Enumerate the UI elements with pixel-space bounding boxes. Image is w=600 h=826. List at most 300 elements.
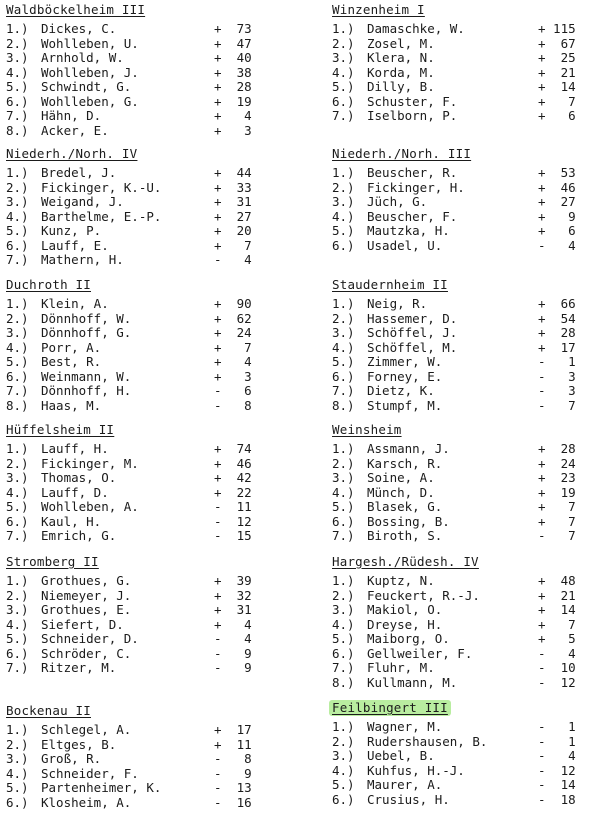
player-name: Maiborg, O. (367, 631, 450, 646)
player-score: + 4 (214, 354, 252, 369)
player-score: + 53 (538, 165, 576, 180)
player-row (6, 37, 276, 52)
player-name: Hähn, D. (41, 108, 102, 123)
player-row (6, 109, 276, 124)
team-title: Niederh./Norh. IV (6, 146, 138, 161)
player-rank: 1.) (6, 21, 29, 36)
player-rank: 5.) (332, 777, 355, 792)
player-rank: 3.) (6, 602, 29, 617)
player-row (332, 442, 600, 457)
player-score: + 31 (214, 602, 252, 617)
player-name: Uebel, B. (367, 748, 435, 763)
player-name: Makiol, O. (367, 602, 443, 617)
player-rank: 6.) (332, 791, 355, 807)
player-rank: 3.) (6, 751, 29, 766)
player-rank: 7.) (332, 383, 355, 398)
player-row (332, 66, 600, 81)
team-block-weinsheim (332, 422, 600, 544)
player-name: Kullmann, M. (367, 674, 458, 690)
player-row (6, 618, 276, 633)
player-row (6, 752, 276, 767)
player-score: - 8 (214, 397, 252, 413)
player-name: Maurer, A. (367, 777, 443, 792)
player-row (6, 355, 276, 370)
player-row (6, 471, 276, 486)
player-row (332, 486, 600, 501)
player-row (6, 661, 276, 676)
player-score: - 1 (538, 733, 576, 749)
player-name: Fluhr, M. (367, 660, 435, 675)
player-score: + 4 (214, 616, 252, 632)
player-row (6, 738, 276, 753)
player-name: Arnhold, W. (41, 50, 124, 65)
player-row (6, 341, 276, 356)
player-row (332, 676, 600, 691)
player-rank: 1.) (332, 165, 355, 180)
player-name: Dietz, K. (367, 383, 435, 398)
player-row (332, 224, 600, 239)
player-row (332, 500, 600, 515)
player-rank: 3.) (332, 325, 355, 340)
player-row (332, 109, 600, 124)
player-score: + 27 (538, 194, 576, 209)
player-list (332, 574, 600, 690)
player-row (332, 210, 600, 225)
player-list (332, 22, 600, 124)
player-row (6, 515, 276, 530)
player-name: Klein, A. (41, 296, 109, 311)
player-score: - 7 (538, 397, 576, 413)
player-row (332, 399, 600, 414)
player-score: - 12 (538, 762, 576, 778)
player-score: + 90 (214, 296, 252, 311)
player-rank: 5.) (332, 79, 355, 94)
player-rank: 4.) (332, 64, 355, 80)
player-name: Niemeyer, J. (41, 587, 132, 603)
player-name: Groß, R. (41, 751, 102, 766)
player-name: Klosheim, A. (41, 794, 132, 810)
player-row (332, 51, 600, 66)
player-row (6, 589, 276, 604)
player-score: + 28 (214, 79, 252, 94)
player-score: + 28 (538, 441, 576, 456)
player-name: Schöffel, J. (367, 325, 458, 340)
player-rank: 1.) (332, 441, 355, 456)
player-score: + 21 (538, 587, 576, 603)
player-name: Soine, A. (367, 470, 435, 485)
team-title: Duchroth II (6, 277, 91, 292)
player-rank: 2.) (6, 455, 29, 471)
player-rank: 4.) (6, 208, 29, 224)
player-name: Dönnhoff, G. (41, 325, 132, 340)
player-name: Schwindt, G. (41, 79, 132, 94)
player-row (332, 95, 600, 110)
player-row (6, 399, 276, 414)
player-name: Porr, A. (41, 339, 102, 355)
player-rank: 5.) (6, 499, 29, 514)
player-score: - 18 (538, 791, 576, 807)
player-rank: 2.) (6, 310, 29, 326)
player-name: Haas, M. (41, 397, 102, 413)
player-score: + 24 (214, 325, 252, 340)
player-score: - 11 (214, 499, 252, 514)
player-row (6, 647, 276, 662)
player-rank: 5.) (332, 499, 355, 514)
player-score: + 7 (538, 93, 576, 109)
player-score: + 40 (214, 50, 252, 65)
player-row (332, 515, 600, 530)
player-score: - 4 (538, 645, 576, 661)
player-rank: 1.) (332, 21, 355, 36)
player-score: + 62 (214, 310, 252, 326)
team-title: Bockenau II (6, 703, 91, 718)
player-rank: 4.) (332, 339, 355, 355)
player-row (6, 767, 276, 782)
player-name: Dreyse, H. (367, 616, 443, 632)
player-row (332, 720, 600, 735)
player-score: + 3 (214, 122, 252, 138)
player-rank: 6.) (332, 237, 355, 253)
player-row (6, 66, 276, 81)
player-row (6, 781, 276, 796)
player-score: - 1 (538, 719, 576, 734)
player-rank: 5.) (332, 631, 355, 646)
player-rank: 1.) (332, 573, 355, 588)
player-score: + 31 (214, 194, 252, 209)
player-name: Thomas, O. (41, 470, 117, 485)
player-score: + 20 (214, 223, 252, 238)
player-row (6, 195, 276, 210)
player-rank: 4.) (6, 616, 29, 632)
player-rank: 5.) (6, 354, 29, 369)
player-rank: 5.) (6, 79, 29, 94)
player-name: Jüch, G. (367, 194, 428, 209)
player-row (6, 442, 276, 457)
player-row (332, 471, 600, 486)
player-row (6, 253, 276, 268)
player-score: + 21 (538, 64, 576, 80)
player-name: Rudershausen, B. (367, 733, 488, 749)
player-rank: 1.) (6, 296, 29, 311)
player-name: Eltges, B. (41, 736, 117, 752)
player-name: Grothues, E. (41, 602, 132, 617)
team-title: Staudernheim II (332, 277, 448, 292)
player-name: Wohlleben, U. (41, 35, 139, 51)
player-score: - 12 (214, 513, 252, 529)
player-row (6, 210, 276, 225)
player-row (332, 661, 600, 676)
player-row (332, 589, 600, 604)
player-score: + 22 (214, 484, 252, 500)
player-score: + 24 (538, 455, 576, 471)
player-row (6, 166, 276, 181)
player-rank: 7.) (6, 660, 29, 675)
player-row (6, 529, 276, 544)
player-score: + 39 (214, 573, 252, 588)
team-block-duchroth-ii (6, 277, 276, 413)
team-block-niederh-norh-iii (332, 146, 600, 253)
player-rank: 7.) (6, 528, 29, 543)
team-title: Stromberg II (6, 554, 99, 569)
player-name: Neig, R. (367, 296, 428, 311)
player-row (332, 297, 600, 312)
player-rank: 1.) (6, 441, 29, 456)
player-score: + 14 (538, 79, 576, 94)
player-name: Bossing, B. (367, 513, 450, 529)
player-score: + 25 (538, 50, 576, 65)
player-list (6, 574, 276, 676)
player-score: + 32 (214, 587, 252, 603)
player-rank: 2.) (332, 455, 355, 471)
player-name: Schneider, D. (41, 631, 139, 646)
player-name: Best, R. (41, 354, 102, 369)
player-name: Mathern, H. (41, 252, 124, 267)
player-score: + 9 (538, 208, 576, 224)
player-name: Korda, M. (367, 64, 435, 80)
player-name: Lauff, H. (41, 441, 109, 456)
player-name: Fickinger, H. (367, 179, 465, 195)
player-row (332, 181, 600, 196)
player-score: - 4 (214, 631, 252, 646)
player-row (332, 239, 600, 254)
player-row (6, 181, 276, 196)
player-rank: 3.) (6, 194, 29, 209)
player-row (6, 239, 276, 254)
player-score: - 12 (538, 674, 576, 690)
player-name: Schröder, C. (41, 645, 132, 661)
player-rank: 7.) (6, 383, 29, 398)
player-rank: 3.) (6, 325, 29, 340)
player-score: - 6 (214, 383, 252, 398)
player-name: Stumpf, M. (367, 397, 443, 413)
player-rank: 6.) (6, 645, 29, 661)
player-name: Schlegel, A. (41, 722, 132, 737)
player-row (6, 312, 276, 327)
player-score: + 7 (214, 339, 252, 355)
player-rank: 8.) (332, 674, 355, 690)
player-name: Schneider, F. (41, 765, 139, 781)
player-name: Biroth, S. (367, 528, 443, 543)
player-row (332, 647, 600, 662)
player-score: + 17 (214, 722, 252, 737)
player-rank: 1.) (6, 573, 29, 588)
player-rank: 1.) (332, 296, 355, 311)
player-score: - 14 (538, 777, 576, 792)
player-score: + 47 (214, 35, 252, 51)
player-name: Wagner, M. (367, 719, 443, 734)
player-name: Wohlleben, J. (41, 64, 139, 80)
player-rank: 6.) (6, 513, 29, 529)
player-list (332, 442, 600, 544)
player-rank: 2.) (332, 310, 355, 326)
player-row (6, 500, 276, 515)
player-score: + 33 (214, 179, 252, 195)
player-rank: 2.) (332, 733, 355, 749)
player-row (332, 632, 600, 647)
player-rank: 7.) (6, 252, 29, 267)
player-score: - 13 (214, 780, 252, 795)
player-row (6, 723, 276, 738)
player-name: Grothues, G. (41, 573, 132, 588)
player-rank: 8.) (6, 122, 29, 138)
player-row (332, 764, 600, 779)
player-rank: 5.) (6, 223, 29, 238)
player-rank: 6.) (6, 368, 29, 384)
player-rank: 4.) (6, 484, 29, 500)
player-row (6, 603, 276, 618)
player-rank: 1.) (6, 722, 29, 737)
player-name: Assmann, J. (367, 441, 450, 456)
team-block-staudernheim-ii (332, 277, 600, 413)
player-name: Schuster, F. (367, 93, 458, 109)
player-row (332, 166, 600, 181)
player-row (332, 80, 600, 95)
player-row (332, 22, 600, 37)
player-rank: 4.) (332, 762, 355, 778)
player-rank: 3.) (332, 602, 355, 617)
player-score: + 4 (214, 108, 252, 123)
player-score: + 7 (538, 499, 576, 514)
player-score: + 38 (214, 64, 252, 80)
player-score: + 73 (214, 21, 252, 36)
player-rank: 6.) (332, 645, 355, 661)
player-rank: 3.) (332, 470, 355, 485)
player-row (332, 195, 600, 210)
player-score: + 7 (214, 237, 252, 253)
player-rank: 5.) (332, 223, 355, 238)
player-rank: 3.) (6, 50, 29, 65)
player-rank: 7.) (332, 660, 355, 675)
player-row (6, 457, 276, 472)
player-row (6, 486, 276, 501)
player-row (332, 735, 600, 750)
player-score: + 27 (214, 208, 252, 224)
player-row (332, 370, 600, 385)
player-score: + 42 (214, 470, 252, 485)
player-rank: 7.) (332, 108, 355, 123)
player-score: - 10 (538, 660, 576, 675)
player-row (6, 51, 276, 66)
player-name: Kaul, H. (41, 513, 102, 529)
player-score: + 19 (214, 93, 252, 109)
player-name: Schöffel, M. (367, 339, 458, 355)
player-rank: 6.) (6, 237, 29, 253)
player-name: Zimmer, W. (367, 354, 443, 369)
player-name: Zosel, M. (367, 35, 435, 51)
player-row (6, 632, 276, 647)
player-name: Usadel, U. (367, 237, 443, 253)
player-score: + 28 (538, 325, 576, 340)
player-name: Crusius, H. (367, 791, 450, 807)
player-row (6, 326, 276, 341)
player-rank: 6.) (6, 93, 29, 109)
team-title: Feilbingert III (329, 700, 451, 716)
player-score: - 4 (214, 252, 252, 267)
player-rank: 8.) (332, 397, 355, 413)
player-name: Fickinger, M. (41, 455, 139, 471)
player-name: Dilly, B. (367, 79, 435, 94)
player-score: + 67 (538, 35, 576, 51)
player-score: + 11 (214, 736, 252, 752)
player-name: Emrich, G. (41, 528, 117, 543)
team-title: Waldböckelheim III (6, 2, 146, 17)
player-row (6, 22, 276, 37)
player-score: - 9 (214, 645, 252, 661)
player-score: - 1 (538, 354, 576, 369)
player-row (332, 355, 600, 370)
player-row (332, 457, 600, 472)
player-score: + 7 (538, 616, 576, 632)
player-row (6, 796, 276, 811)
player-row (332, 603, 600, 618)
player-name: Münch, D. (367, 484, 435, 500)
player-name: Kunz, P. (41, 223, 102, 238)
player-rank: 3.) (332, 50, 355, 65)
player-score: + 115 (538, 21, 576, 36)
player-name: Dickes, C. (41, 21, 117, 36)
player-name: Feuckert, R.-J. (367, 587, 480, 603)
player-rank: 4.) (6, 765, 29, 781)
player-rank: 2.) (6, 736, 29, 752)
team-title: Hargesh./Rüdesh. IV (332, 554, 479, 569)
player-name: Wohlleben, G. (41, 93, 139, 109)
player-name: Lauff, E. (41, 237, 109, 253)
player-name: Klera, N. (367, 50, 435, 65)
player-name: Damaschke, W. (367, 21, 465, 36)
player-row (332, 312, 600, 327)
player-row (332, 326, 600, 341)
player-rank: 6.) (332, 93, 355, 109)
player-list (6, 22, 276, 138)
player-score: - 3 (538, 383, 576, 398)
player-name: Beuscher, F. (367, 208, 458, 224)
player-name: Wohlleben, A. (41, 499, 139, 514)
player-score: - 15 (214, 528, 252, 543)
player-name: Fickinger, K.-U. (41, 179, 162, 195)
player-rank: 7.) (6, 108, 29, 123)
player-rank: 5.) (332, 354, 355, 369)
player-score: + 46 (538, 179, 576, 195)
player-score: - 4 (538, 237, 576, 253)
player-name: Ritzer, M. (41, 660, 117, 675)
player-score: + 14 (538, 602, 576, 617)
player-score: + 5 (538, 631, 576, 646)
team-block-winzenheim-i (332, 2, 600, 124)
player-score: - 8 (214, 751, 252, 766)
player-name: Weinmann, W. (41, 368, 132, 384)
player-name: Kuptz, N. (367, 573, 435, 588)
player-name: Dönnhoff, W. (41, 310, 132, 326)
player-rank: 8.) (6, 397, 29, 413)
player-rank: 1.) (332, 719, 355, 734)
player-row (6, 297, 276, 312)
player-score: + 44 (214, 165, 252, 180)
player-rank: 4.) (332, 484, 355, 500)
player-list (6, 166, 276, 268)
player-row (332, 618, 600, 633)
player-score: + 23 (538, 470, 576, 485)
player-score: + 7 (538, 513, 576, 529)
player-name: Siefert, D. (41, 616, 124, 632)
player-list (332, 720, 600, 807)
player-row (332, 778, 600, 793)
player-list (6, 723, 276, 810)
player-score: - 9 (214, 765, 252, 781)
player-rank: 6.) (332, 368, 355, 384)
player-rank: 4.) (6, 339, 29, 355)
player-rank: 2.) (6, 587, 29, 603)
player-rank: 3.) (332, 748, 355, 763)
